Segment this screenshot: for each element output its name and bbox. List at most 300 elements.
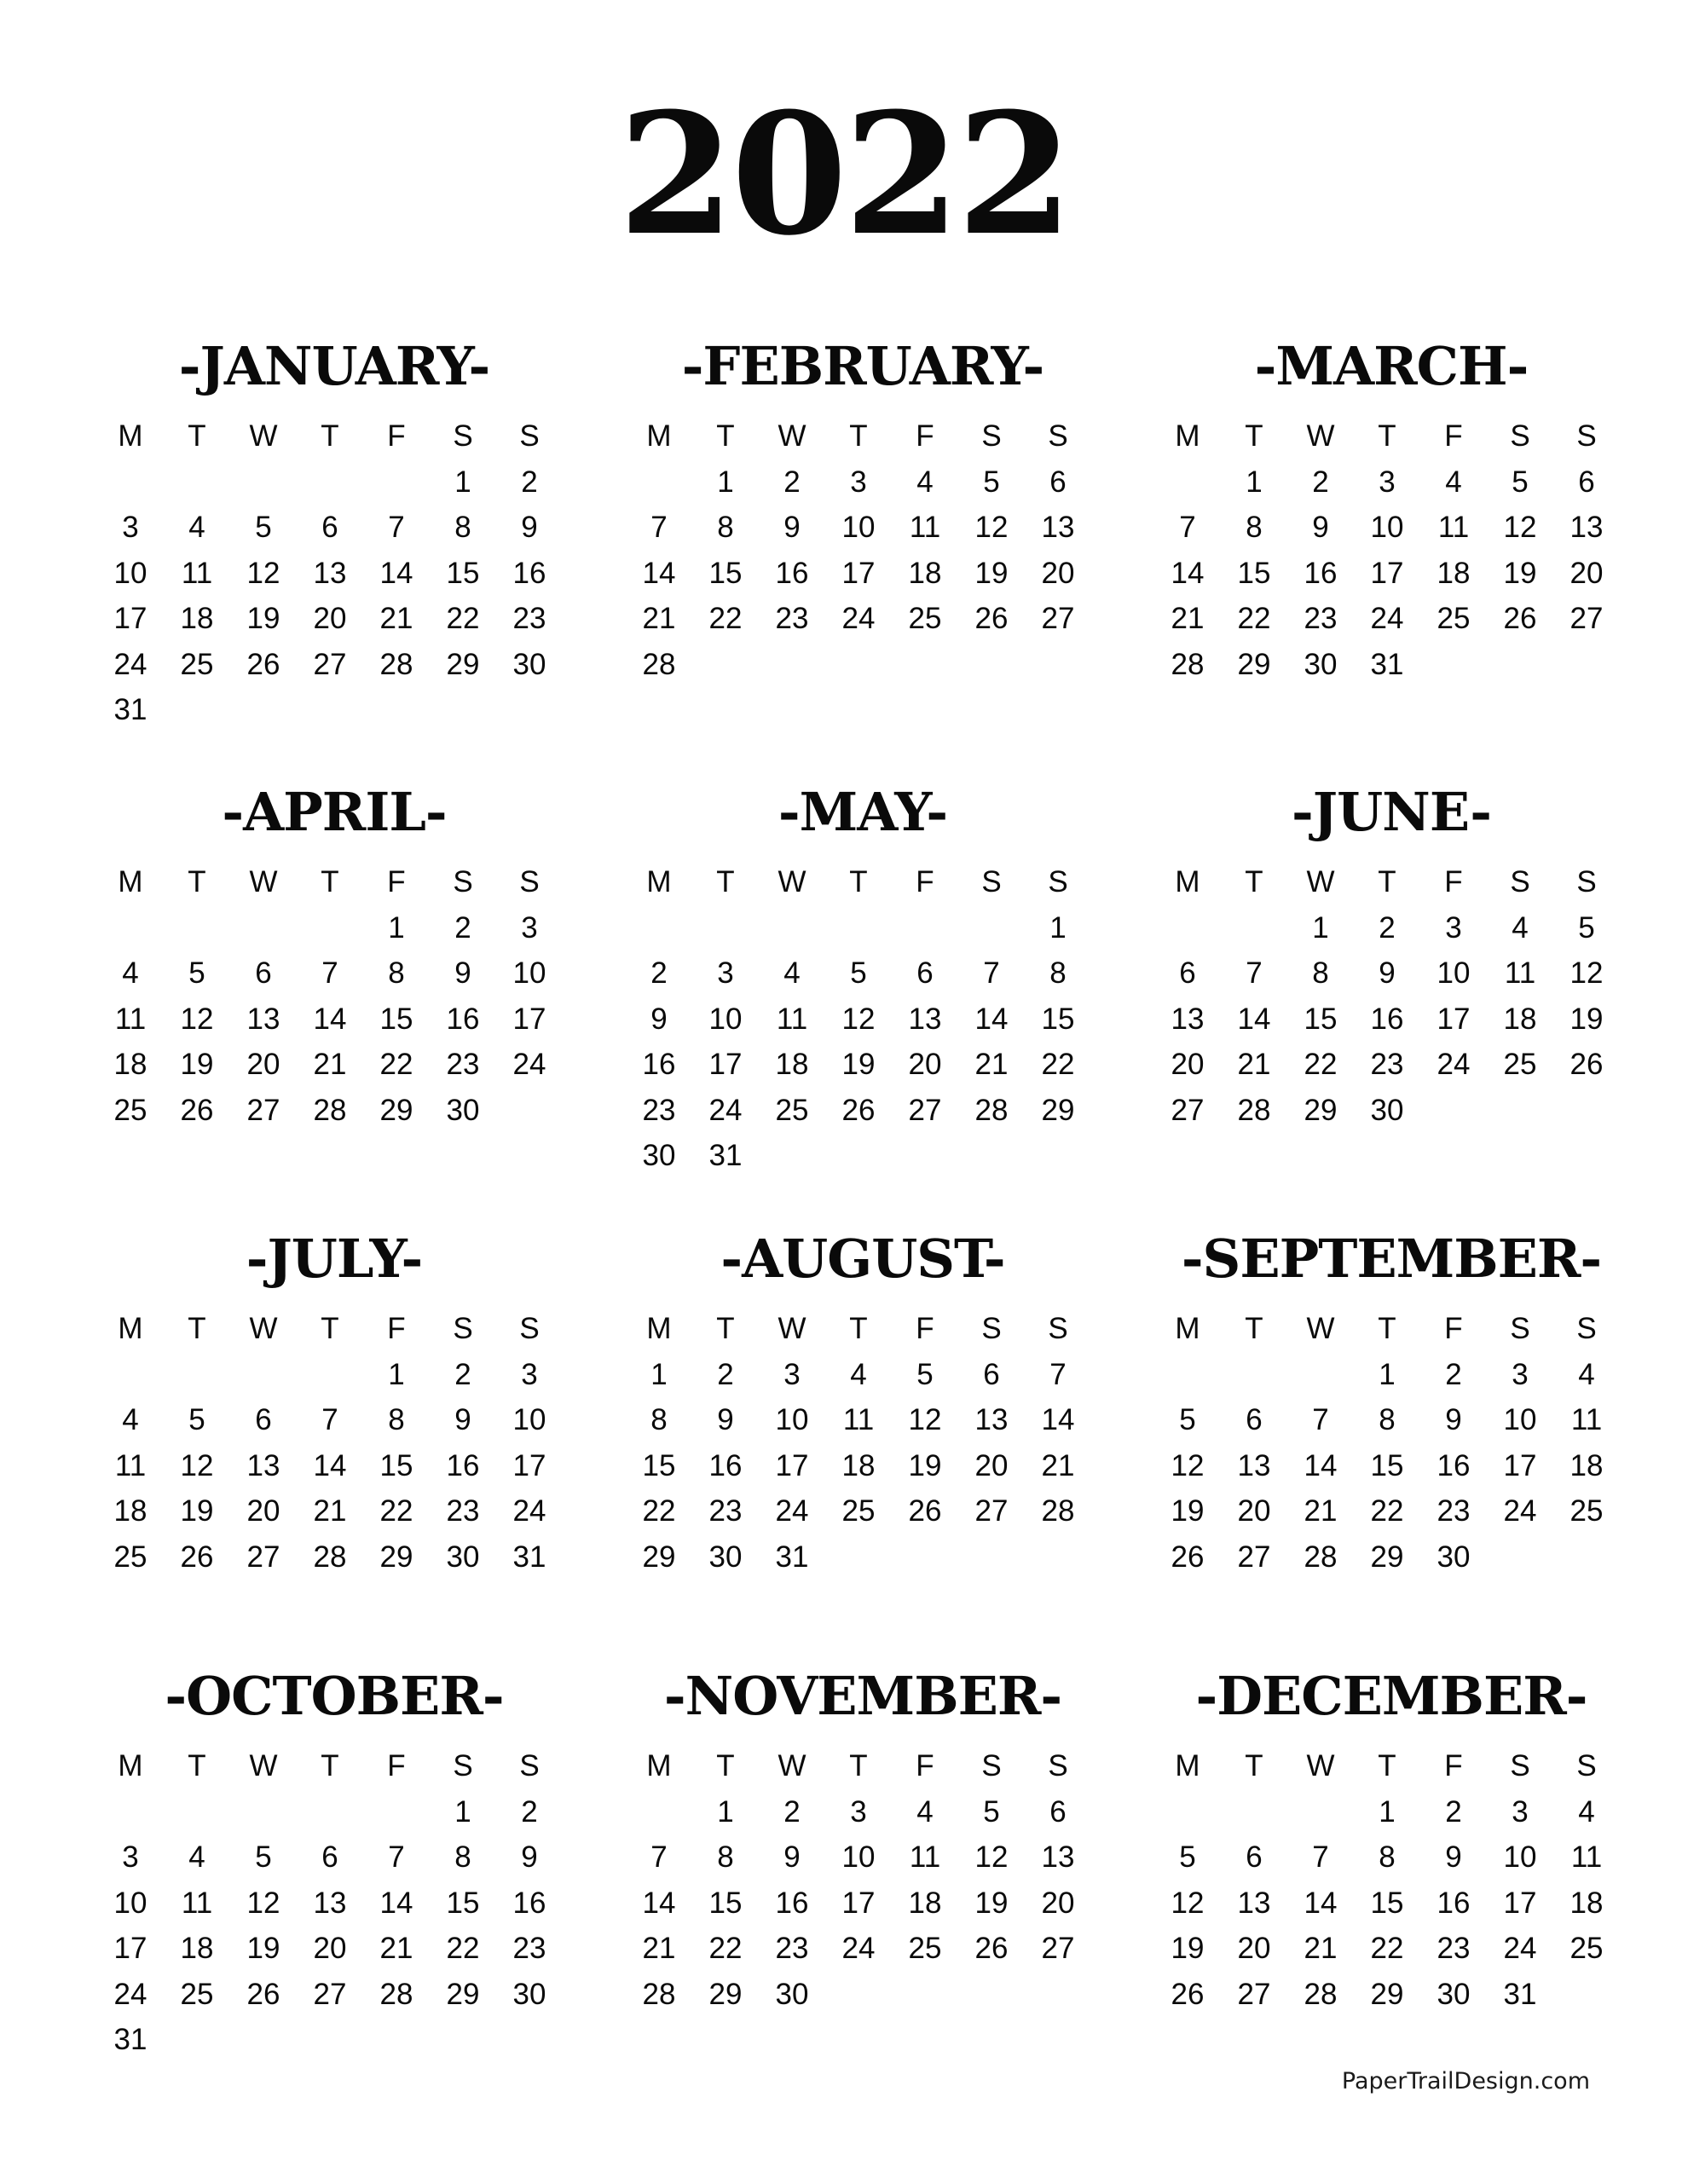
day-cell: 15 [1370,1886,1404,1920]
day-cell: 3 [1379,465,1396,499]
day-cell: 22 [1237,602,1271,635]
month-day-grid [626,1743,1091,2017]
day-cell: 5 [850,956,867,990]
day-cell: 19 [1569,1002,1604,1036]
day-cell: 17 [841,556,876,590]
month-day-grid [1154,859,1620,1133]
day-cell: 13 [1237,1886,1271,1920]
day-cell: 7 [1179,511,1196,544]
day-cell: 21 [313,1048,347,1081]
day-cell: 17 [512,1448,546,1482]
day-cell: 23 [446,1048,480,1081]
day-cell: 19 [974,556,1009,590]
day-cell: 6 [1246,1403,1263,1436]
day-cell: 15 [708,556,743,590]
day-cell: 23 [1437,1494,1471,1528]
day-cell: 25 [113,1540,147,1574]
day-cell: 6 [1049,1794,1067,1829]
weekday-header: W [1306,1312,1335,1345]
weekday-header: T [716,1749,735,1782]
day-cell: 27 [246,1093,280,1127]
year-title: 2022 [618,77,1070,273]
day-cell: 26 [1569,1048,1604,1081]
day-cell: 30 [775,1977,809,2011]
empty-cell [825,905,892,951]
day-cell: 20 [246,1048,280,1081]
day-cell: 21 [1304,1932,1338,1965]
day-cell: 22 [1370,1932,1404,1965]
day-cell: 19 [180,1048,214,1081]
day-cell: 14 [642,556,676,590]
day-cell: 11 [1570,1840,1603,1874]
day-cell: 18 [1569,1886,1604,1920]
day-cell: 18 [1503,1002,1537,1036]
day-cell: 11 [1570,1403,1603,1436]
day-cell: 15 [1304,1002,1338,1036]
empty-cell [97,905,164,951]
day-cell: 14 [974,1002,1009,1036]
empty-cell [363,1789,430,1835]
day-cell: 14 [379,556,413,590]
month-title: -JULY- [246,1228,423,1290]
weekday-header: S [519,865,540,898]
empty-cell [297,459,363,506]
day-cell: 10 [841,1840,876,1874]
weekday-header: S [1048,1312,1068,1345]
day-cell: 1 [1049,910,1067,945]
day-cell: 8 [454,511,471,544]
day-cell: 18 [113,1494,147,1528]
day-cell: 24 [775,1494,809,1528]
day-cell: 8 [1379,1840,1396,1874]
day-cell: 23 [446,1494,480,1528]
day-cell: 26 [180,1093,214,1127]
day-cell: 21 [1237,1048,1271,1081]
day-cell: 24 [113,1977,147,2011]
day-cell: 20 [1041,556,1075,590]
day-cell: 31 [512,1540,546,1574]
day-cell: 5 [1179,1403,1196,1436]
day-cell: 14 [1237,1002,1271,1036]
empty-cell [892,905,958,951]
day-cell: 14 [313,1002,347,1036]
day-cell: 26 [1503,602,1537,635]
day-cell: 21 [379,602,413,635]
day-cell: 19 [246,602,280,635]
empty-cell [297,1352,363,1398]
day-cell: 20 [313,602,347,635]
day-cell: 31 [1370,647,1404,681]
day-cell: 25 [1569,1932,1604,1965]
day-cell: 26 [246,647,280,681]
month-day-grid [1154,1743,1620,2017]
day-cell: 7 [1049,1357,1067,1391]
day-cell: 22 [1370,1494,1404,1528]
day-cell: 6 [916,956,934,990]
day-cell: 4 [122,1403,139,1436]
empty-cell [297,905,363,951]
day-cell: 15 [642,1448,676,1482]
day-cell: 6 [1049,465,1067,499]
day-cell: 9 [783,1840,801,1874]
weekday-header: W [1306,419,1335,453]
day-cell: 3 [717,956,734,990]
weekday-header: T [188,1749,206,1782]
day-cell: 25 [180,647,214,681]
day-cell: 1 [650,1357,668,1391]
day-cell: 21 [1041,1448,1075,1482]
day-cell: 19 [974,1886,1009,1920]
day-cell: 28 [1304,1540,1338,1574]
day-cell: 27 [1041,1932,1075,1965]
day-cell: 27 [313,1977,347,2011]
day-cell: 14 [379,1886,413,1920]
weekday-header: S [1576,1312,1597,1345]
day-cell: 13 [1569,511,1604,544]
day-cell: 3 [521,1357,538,1391]
empty-cell [230,1352,297,1398]
day-cell: 27 [1041,602,1075,635]
day-cell: 19 [1171,1494,1205,1528]
weekday-header: F [916,865,934,898]
day-cell: 11 [776,1002,808,1036]
weekday-header: S [453,419,473,453]
day-cell: 31 [708,1139,743,1172]
day-cell: 7 [1312,1403,1329,1436]
weekday-header: M [1175,865,1200,898]
day-cell: 12 [1171,1886,1205,1920]
day-cell: 28 [1041,1494,1075,1528]
day-cell: 15 [1370,1448,1404,1482]
day-cell: 24 [1437,1048,1471,1081]
day-cell: 4 [188,1840,205,1874]
day-cell: 24 [841,1932,876,1965]
day-cell: 15 [446,1886,480,1920]
day-cell: 22 [708,602,743,635]
day-cell: 23 [775,1932,809,1965]
weekday-header: T [321,865,339,898]
weekday-header: M [118,1749,143,1782]
day-cell: 21 [642,1932,676,1965]
weekday-header: T [1245,419,1263,453]
day-cell: 17 [113,602,147,635]
weekday-header: T [716,1312,735,1345]
day-cell: 13 [313,556,347,590]
month-day-grid [626,859,1091,1179]
day-cell: 19 [1171,1932,1205,1965]
day-cell: 6 [1246,1840,1263,1874]
day-cell: 10 [1503,1403,1537,1436]
day-cell: 29 [1304,1093,1338,1127]
day-cell: 15 [379,1002,413,1036]
day-cell: 24 [708,1093,743,1127]
day-cell: 30 [446,1540,480,1574]
weekday-header: T [716,865,735,898]
day-cell: 19 [180,1494,214,1528]
day-cell: 12 [908,1403,942,1436]
day-cell: 26 [246,1977,280,2011]
weekday-header: S [1510,1312,1530,1345]
month-title: -NOVEMBER- [663,1665,1062,1727]
day-cell: 29 [446,647,480,681]
day-cell: 9 [717,1403,734,1436]
day-cell: 27 [246,1540,280,1574]
day-cell: 1 [1246,465,1263,499]
day-cell: 16 [708,1448,743,1482]
month-title: -JANUARY- [178,335,490,397]
day-cell: 28 [313,1093,347,1127]
weekday-header: T [1378,1749,1396,1782]
day-cell: 29 [642,1540,676,1574]
day-cell: 9 [1445,1840,1462,1874]
day-cell: 4 [1578,1794,1595,1829]
day-cell: 7 [650,511,668,544]
weekday-header: S [1576,1749,1597,1782]
day-cell: 20 [1171,1048,1205,1081]
day-cell: 22 [642,1494,676,1528]
day-cell: 7 [388,511,405,544]
day-cell: 9 [454,956,471,990]
weekday-header: T [1245,1312,1263,1345]
day-cell: 31 [775,1540,809,1574]
day-cell: 28 [379,647,413,681]
weekday-header: T [321,1312,339,1345]
weekday-header: T [849,1312,868,1345]
day-cell: 12 [1503,511,1537,544]
day-cell: 25 [775,1093,809,1127]
day-cell: 23 [1437,1932,1471,1965]
weekday-header: W [249,1312,278,1345]
day-cell: 6 [255,956,272,990]
month-title: -AUGUST- [720,1228,1005,1290]
day-cell: 2 [783,465,801,499]
weekday-header: W [778,1312,806,1345]
day-cell: 7 [650,1840,668,1874]
day-cell: 6 [321,1840,338,1874]
month-title: -FEBRUARY- [681,335,1044,397]
weekday-header: T [849,865,868,898]
weekday-header: S [453,1749,473,1782]
day-cell: 11 [1504,956,1536,990]
day-cell: 29 [1370,1540,1404,1574]
month-title: -OCTOBER- [165,1665,504,1727]
day-cell: 4 [188,511,205,544]
day-cell: 20 [313,1932,347,1965]
weekday-header: S [981,1312,1002,1345]
day-cell: 24 [512,1048,546,1081]
day-cell: 6 [255,1403,272,1436]
day-cell: 30 [642,1139,676,1172]
day-cell: 12 [246,1886,280,1920]
day-cell: 24 [1503,1932,1537,1965]
day-cell: 1 [454,465,471,499]
weekday-header: W [249,1749,278,1782]
day-cell: 1 [1379,1794,1396,1829]
day-cell: 14 [1041,1403,1075,1436]
month-day-grid [97,859,563,1133]
weekday-header: S [453,865,473,898]
weekday-header: T [1245,1749,1263,1782]
day-cell: 20 [908,1048,942,1081]
weekday-header: F [387,1312,406,1345]
day-cell: 12 [246,556,280,590]
day-cell: 29 [708,1977,743,2011]
weekday-header: S [519,1312,540,1345]
day-cell: 20 [1237,1494,1271,1528]
day-cell: 30 [1370,1093,1404,1127]
day-cell: 30 [512,1977,546,2011]
month-title: -SEPTEMBER- [1181,1228,1602,1290]
empty-cell [1221,905,1287,951]
day-cell: 23 [775,602,809,635]
day-cell: 2 [1445,1794,1462,1829]
empty-cell [164,459,230,506]
day-cell: 7 [1312,1840,1329,1874]
empty-cell [164,905,230,951]
day-cell: 15 [1237,556,1271,590]
day-cell: 16 [512,556,546,590]
day-cell: 4 [850,1357,867,1391]
day-cell: 15 [379,1448,413,1482]
day-cell: 10 [708,1002,743,1036]
day-cell: 30 [708,1540,743,1574]
day-cell: 5 [255,511,272,544]
day-cell: 26 [1171,1540,1205,1574]
day-cell: 18 [775,1048,809,1081]
day-cell: 11 [1437,511,1470,544]
day-cell: 9 [1312,511,1329,544]
empty-cell [1154,1352,1221,1398]
day-cell: 12 [180,1002,214,1036]
day-cell: 24 [1503,1494,1537,1528]
day-cell: 20 [1237,1932,1271,1965]
day-cell: 8 [1246,511,1263,544]
weekday-header: M [118,865,143,898]
site-watermark: PaperTrailDesign.com [1341,2068,1590,2094]
day-cell: 30 [1304,647,1338,681]
weekday-header: M [646,1312,672,1345]
day-cell: 25 [1569,1494,1604,1528]
day-cell: 30 [1437,1540,1471,1574]
day-cell: 9 [650,1002,668,1036]
day-cell: 29 [379,1540,413,1574]
day-cell: 30 [512,647,546,681]
weekday-header: T [1378,419,1396,453]
empty-cell [1287,1789,1354,1835]
day-cell: 13 [974,1403,1009,1436]
day-cell: 17 [113,1932,147,1965]
day-cell: 11 [114,1448,147,1482]
day-cell: 6 [983,1357,1000,1391]
day-cell: 18 [908,556,942,590]
day-cell: 1 [1312,910,1329,945]
empty-cell [1154,905,1221,951]
day-cell: 3 [850,1794,867,1829]
weekday-header: W [1306,1749,1335,1782]
day-cell: 5 [188,1403,205,1436]
weekday-header: W [778,1749,806,1782]
day-cell: 25 [1437,602,1471,635]
day-cell: 17 [512,1002,546,1036]
day-cell: 28 [379,1977,413,2011]
empty-cell [230,905,297,951]
weekday-header: S [453,1312,473,1345]
empty-cell [1287,1352,1354,1398]
day-cell: 17 [775,1448,809,1482]
empty-cell [164,1352,230,1398]
day-cell: 31 [113,693,147,726]
day-cell: 23 [512,1932,546,1965]
empty-cell [759,905,825,951]
day-cell: 11 [181,556,213,590]
day-cell: 8 [1312,956,1329,990]
empty-cell [626,905,692,951]
day-cell: 1 [717,465,734,499]
weekday-header: F [1444,419,1463,453]
day-cell: 10 [775,1403,809,1436]
day-cell: 13 [1041,511,1075,544]
month-day-grid [97,1743,563,2063]
weekday-header: W [1306,865,1335,898]
day-cell: 23 [1370,1048,1404,1081]
day-cell: 2 [1312,465,1329,499]
day-cell: 21 [379,1932,413,1965]
day-cell: 20 [1569,556,1604,590]
day-cell: 26 [908,1494,942,1528]
day-cell: 14 [1304,1448,1338,1482]
empty-cell [97,1352,164,1398]
day-cell: 2 [717,1357,734,1391]
day-cell: 1 [388,910,405,945]
day-cell: 26 [974,602,1009,635]
day-cell: 12 [1569,956,1604,990]
day-cell: 1 [1379,1357,1396,1391]
weekday-header: F [916,1312,934,1345]
day-cell: 4 [1512,910,1529,945]
weekday-header: T [1245,865,1263,898]
month-day-grid [626,413,1091,687]
empty-cell [692,905,759,951]
month-day-grid [97,1306,563,1580]
weekday-header: F [1444,1312,1463,1345]
day-cell: 28 [642,1977,676,2011]
day-cell: 11 [181,1886,213,1920]
day-cell: 10 [512,1403,546,1436]
weekday-header: S [1048,865,1068,898]
day-cell: 25 [113,1093,147,1127]
weekday-header: S [981,865,1002,898]
day-cell: 6 [1179,956,1196,990]
day-cell: 22 [446,1932,480,1965]
day-cell: 25 [841,1494,876,1528]
day-cell: 9 [783,511,801,544]
day-cell: 2 [454,910,471,945]
day-cell: 2 [1379,910,1396,945]
weekday-header: T [849,419,868,453]
day-cell: 11 [842,1403,875,1436]
day-cell: 21 [313,1494,347,1528]
day-cell: 2 [650,956,668,990]
day-cell: 17 [1370,556,1404,590]
day-cell: 5 [983,465,1000,499]
day-cell: 10 [512,956,546,990]
day-cell: 13 [1041,1840,1075,1874]
empty-cell [97,1789,164,1835]
weekday-header: F [1444,865,1463,898]
weekday-header: F [916,419,934,453]
day-cell: 9 [521,1840,538,1874]
day-cell: 25 [908,1932,942,1965]
